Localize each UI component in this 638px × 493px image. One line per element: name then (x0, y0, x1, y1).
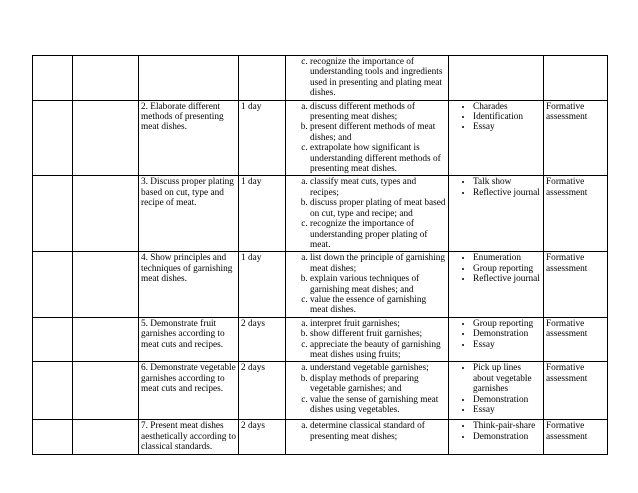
competency-cell: 5. Demonstrate fruit garnishes according to meat cuts and recipes. (139, 317, 239, 362)
objective-list (288, 253, 446, 315)
empty-cell (73, 100, 139, 176)
empty-cell (73, 176, 139, 252)
objectives-cell (286, 317, 449, 362)
empty-cell (33, 252, 73, 317)
duration-cell: 1 day (239, 252, 286, 317)
objective-list (288, 363, 446, 415)
empty-cell (33, 100, 73, 176)
empty-cell (33, 420, 73, 454)
strategy-list (451, 421, 541, 442)
objective-list (288, 102, 446, 175)
objective-list (288, 57, 446, 99)
table-row (33, 252, 608, 317)
duration-cell: 2 days (239, 317, 286, 362)
table-row (33, 176, 608, 252)
empty-cell (73, 56, 139, 101)
empty-cell (33, 176, 73, 252)
competency-cell: 6. Demonstrate vegetable garnishes according to meat cuts and recipes. (139, 362, 239, 420)
strategy-item: • Demonstration (473, 395, 541, 405)
objective-item: b. display methods of preparing vegetable garnishes; and (310, 374, 446, 395)
assessment-cell: Formative assessment (544, 100, 608, 176)
objective-item: a. list down the principle of garnishing meat dishes; (310, 253, 446, 274)
strategy-list (451, 253, 541, 284)
table-row (33, 420, 608, 454)
strategy-item: • Essay (473, 340, 541, 350)
strategies-cell (449, 56, 544, 101)
objective-item: b. explain various techniques of garnishing meat dishes; and (310, 274, 446, 295)
objective-item: b. show different fruit garnishes; (310, 329, 446, 339)
objective-item: c. extrapolate how significant is understanding different methods of presenting meat dishes. (310, 143, 446, 174)
strategy-item: • Demonstration (473, 329, 541, 339)
objective-item: c. appreciate the beauty of garnishing meat dishes using fruits; (310, 340, 446, 361)
strategy-item: • Pick up lines about vegetable garnishes (473, 363, 541, 394)
strategy-list (451, 363, 541, 415)
empty-cell (33, 362, 73, 420)
objective-item: b. present different methods of meat dishes; and (310, 122, 446, 143)
assessment-cell: Formative assessment (544, 420, 608, 454)
table-row (33, 100, 608, 176)
objective-item: a. determine classical standard of presenting meat dishes; (310, 421, 446, 442)
assessment-cell: Formative assessment (544, 362, 608, 420)
objective-list (288, 177, 446, 250)
duration-cell: 1 day (239, 176, 286, 252)
objective-item: c. recognize the importance of understanding tools and ingredients used in presenting and plating meat dishes. (310, 57, 446, 99)
assessment-cell: Formative assessment (544, 252, 608, 317)
empty-cell (33, 317, 73, 362)
competency-cell: 7. Present meat dishes aesthetically according to classical standards. (139, 420, 239, 454)
table-row (33, 362, 608, 420)
strategies-cell (449, 362, 544, 420)
empty-cell (73, 252, 139, 317)
table-row (33, 317, 608, 362)
competency-cell: 4. Show principles and techniques of garnishing meat dishes. (139, 252, 239, 317)
objectives-cell (286, 420, 449, 454)
strategy-item: • Talk show (473, 177, 541, 187)
assessment-cell: Formative assessment (544, 176, 608, 252)
objective-item: a. understand vegetable garnishes; (310, 363, 446, 373)
duration-cell: 2 days (239, 420, 286, 454)
objective-item: a. discuss different methods of presenting meat dishes; (310, 102, 446, 123)
strategy-item: • Reflective journal (473, 188, 541, 198)
objective-list (288, 319, 446, 361)
competency-cell (139, 56, 239, 101)
objectives-cell (286, 362, 449, 420)
assessment-cell: Formative assessment (544, 317, 608, 362)
objectives-cell (286, 176, 449, 252)
strategy-item: • Charades (473, 102, 541, 112)
objective-item: c. value the essence of garnishing meat dishes. (310, 295, 446, 316)
empty-cell (73, 317, 139, 362)
table-row-continuation (33, 56, 608, 101)
duration-cell: 1 day (239, 100, 286, 176)
strategy-item: • Group reporting (473, 264, 541, 274)
strategies-cell (449, 317, 544, 362)
objective-item: c. recognize the importance of understanding proper plating of meat. (310, 219, 446, 250)
strategy-list (451, 102, 541, 133)
strategy-item: • Enumeration (473, 253, 541, 263)
objectives-cell (286, 100, 449, 176)
strategy-item: • Essay (473, 405, 541, 415)
objectives-cell (286, 56, 449, 101)
empty-cell (33, 56, 73, 101)
objective-item: a. interpret fruit garnishes; (310, 319, 446, 329)
strategy-list (451, 177, 541, 198)
lesson-plan-table (32, 55, 608, 455)
objective-item: a. classify meat cuts, types and recipes; (310, 177, 446, 198)
competency-cell: 3. Discuss proper plating based on cut, type and recipe of meat. (139, 176, 239, 252)
strategy-list (451, 319, 541, 350)
strategy-item: • Demonstration (473, 432, 541, 442)
competency-cell: 2. Elaborate different methods of presenting meat dishes. (139, 100, 239, 176)
strategy-item: • Identification (473, 112, 541, 122)
strategy-item: • Think-pair-share (473, 421, 541, 431)
objective-item: c. value the sense of garnishing meat dishes using vegetables. (310, 395, 446, 416)
empty-cell (73, 420, 139, 454)
objectives-cell (286, 252, 449, 317)
strategies-cell (449, 252, 544, 317)
strategies-cell (449, 420, 544, 454)
empty-cell (73, 362, 139, 420)
assessment-cell (544, 56, 608, 101)
strategies-cell (449, 100, 544, 176)
strategies-cell (449, 176, 544, 252)
duration-cell: 2 days (239, 362, 286, 420)
duration-cell (239, 56, 286, 101)
strategy-item: • Essay (473, 122, 541, 132)
objective-list (288, 421, 446, 442)
strategy-item: • Reflective journal (473, 274, 541, 284)
strategy-item: • Group reporting (473, 319, 541, 329)
objective-item: b. discuss proper plating of meat based on cut, type and recipe; and (310, 198, 446, 219)
